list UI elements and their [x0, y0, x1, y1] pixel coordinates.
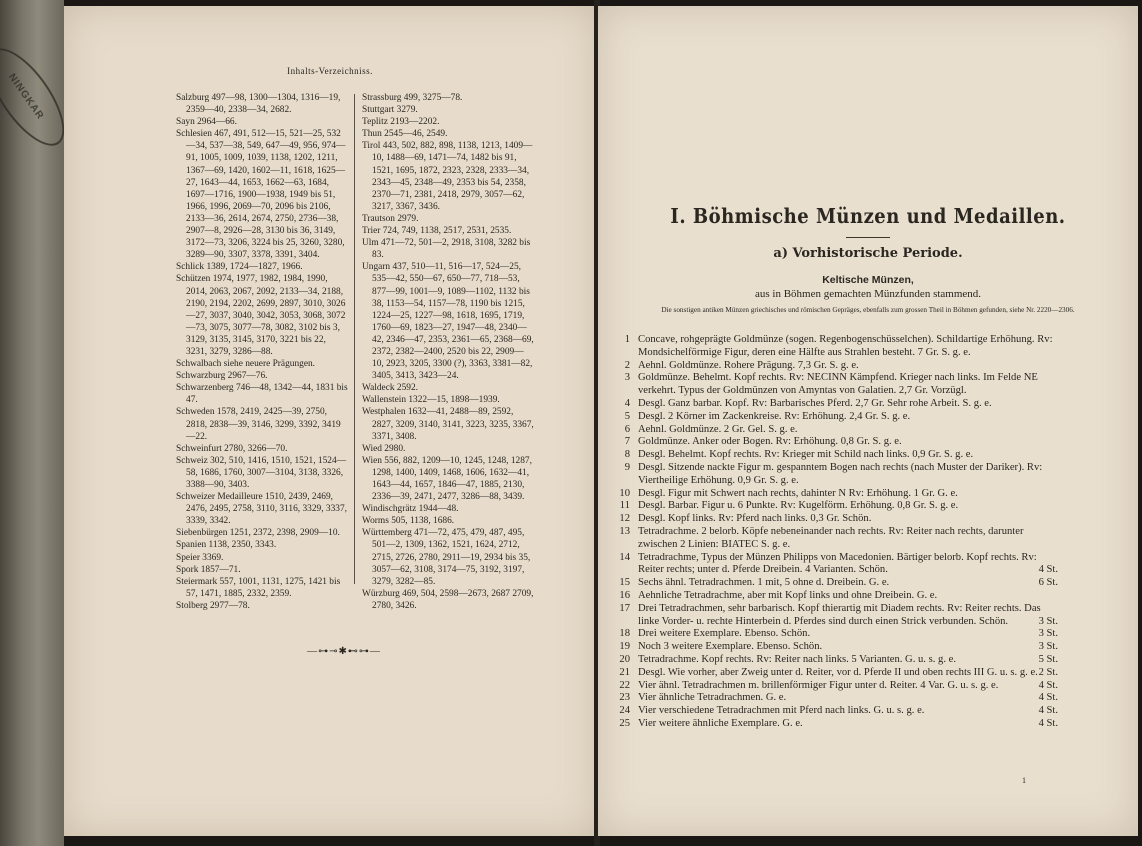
item-number: 14 [619, 551, 630, 563]
index-entry: Windischgrätz 1944—48. [362, 504, 459, 515]
item-description: Desgl. Barbar. Figur u. 6 Punkte. Rv: Kugelförm. Erhöhung. 0,8 Gr. S. g. e. [638, 500, 959, 512]
item-description: Desgl. 2 Körner im Zackenkreise. Rv: Erhöhung. 2,4 Gr. S. g. e. [638, 410, 911, 422]
index-entry: Stolberg 2977—78. [176, 600, 250, 611]
catalogue-item [618, 718, 1058, 731]
index-entry: Spanien 1138, 2350, 3343. [176, 540, 277, 551]
index-entry: Worms 505, 1138, 1686. [362, 516, 455, 527]
item-description: Aehnl. Goldmünze. 2 Gr. Gel. S. g. e. [638, 423, 798, 435]
item-number: 7 [624, 436, 630, 448]
item-description: Desgl. Sitzende nackte Figur m. gespanntem Bogen nach rechts (nach Muster der Dariker). Rv: Viertheilige Erhöhung. 0,9 Gr. S. g. e. [638, 461, 1043, 486]
index-entry: Thun 2545—46, 2549. [362, 129, 448, 140]
catalogue-item [618, 500, 1058, 513]
index-entry: Würzburg 469, 504, 2598—2673, 2687 2709, 2780, 3426. [362, 588, 534, 611]
index-entry: Schweinfurt 2780, 3266—70. [176, 443, 288, 454]
catalogue-item [618, 680, 1058, 693]
catalogue-item [618, 654, 1058, 667]
catalogue-item [618, 628, 1058, 641]
catalogue-item [618, 488, 1058, 501]
item-description: Desgl. Figur mit Schwert nach rechts, dahinter N Rv: Erhöhung. 1 Gr. G. e. [638, 487, 958, 499]
column-divider [354, 94, 355, 584]
item-quantity: 4 St. [1038, 692, 1058, 704]
item-number: 18 [619, 628, 630, 640]
index-column-left [176, 92, 348, 612]
chapter-title: I. Böhmische Münzen und Medaillen. [670, 204, 1066, 229]
item-description: Tetradrachme. 2 belorb. Köpfe nebeneinander nach rechts. Rv: Reiter nach rechts, darunter zwischen 2 Linien: BIATEC S. g. e. [638, 525, 1024, 550]
catalogue-item [618, 334, 1058, 360]
page-header: Inhalts-Verzeichniss. [287, 66, 373, 76]
index-entry: Salzburg 497—98, 1300—1304, 1316—19, 2359—40, 2338—34, 2682. [176, 93, 341, 116]
item-number: 5 [624, 410, 630, 422]
item-description: Noch 3 weitere Exemplare. Ebenso. Schön. 3 St. [638, 641, 1058, 653]
item-description: Desgl. Behelmt. Kopf rechts. Rv: Krieger mit Schild nach links. 0,9 Gr. S. g. e. [638, 449, 974, 461]
index-entry: Sayn 2964—66. [176, 117, 237, 128]
item-number: 13 [619, 525, 630, 537]
ornament-divider: —⊶⊸✱⊷⊶— [307, 646, 381, 657]
item-description: Vier ähnl. Tetradrachmen m. brillenförmiger Figur unter d. Reiter. 4 Var. G. u. s. g. e. 4 St. [638, 679, 1058, 691]
catalogue-item [618, 641, 1058, 654]
index-entry: Tirol 443, 502, 882, 898, 1138, 1213, 1409—10, 1488—69, 1471—74, 1482 bis 91, 1521, 1695, 1872, 2323, 2328, 2333—34, 2343—45, 2348—49, 2353 bis 54, 2358, 2370—71, 2381, 2418, 2979, 3057—62, 3217, 3367, 3436. [362, 141, 533, 212]
page-number: 1 [1022, 776, 1026, 785]
item-description: Vier weitere ähnliche Exemplare. G. e. 4 St. [638, 717, 1058, 729]
item-number: 16 [619, 589, 630, 601]
index-entry: Schwarzenberg 746—48, 1342—44, 1831 bis 47. [176, 383, 348, 406]
title-rule [846, 237, 890, 238]
index-entry: Schwarzburg 2967—76. [176, 371, 268, 382]
item-description: Desgl. Wie vorher, aber Zweig unter d. Reiter, vor d. Pferde II und oben rechts III G. u. s. g. e. 2 St. [638, 666, 1058, 678]
index-entry: Ungarn 437, 510—11, 516—17, 524—25, 535—42, 550—67, 650—77, 718—53, 877—99, 1001—9, 1089—1102, 1132 bis 38, 1153—54, 1157—78, 1190 bis 1215, 1224—25, 1227—98, 1618, 1695, 1719, 1760—69, 1823—27, 1947—48, 2340—42, 2346—47, 2353, 2361—65, 2368—69, 2372, 2382—2400, 2520 bis 22, 2909—10, 2923, 3205, 3300 (?), 3363, 3381—82, 3405, 3413, 3423—24. [362, 262, 534, 382]
item-number: 11 [619, 500, 630, 512]
item-description: Vier verschiedene Tetradrachmen mit Pferd nach links. G. u. s. g. e. 4 St. [638, 705, 1058, 717]
library-stamp: NINGKAR [0, 37, 78, 158]
index-entry: Württemberg 471—72, 475, 479, 487, 495, 501—2, 1309, 1362, 1521, 1624, 2712, 2715, 2726, 2780, 2911—19, 2934 bis 35, 3057—62, 3108, 3174—75, 3192, 3197, 3279, 3282—85. [362, 528, 531, 587]
index-entry: Wallenstein 1322—15, 1898—1939. [362, 395, 500, 406]
item-description: Desgl. Ganz barbar. Kopf. Rv: Barbarisches Pferd. 2,7 Gr. Sehr rohe Arbeit. S. g. e. [638, 397, 992, 409]
item-number: 10 [619, 487, 630, 499]
item-description: Aehnliche Tetradrachme, aber mit Kopf links und ohne Dreibein. G. e. [638, 589, 938, 601]
item-number: 3 [624, 372, 630, 384]
index-entry: Schlesien 467, 491, 512—15, 521—25, 532—34, 537—38, 549, 647—49, 956, 974—91, 1005, 1009, 1039, 1138, 1202, 1211, 1367—69, 1420, 1602—11, 1618, 1625—27, 1643—44, 1653, 1662—63, 1684, 1697—1716, 1900—1938, 1949 bis 51, 1966, 1996, 2069—70, 2096 bis 2106, 2133—36, 2614, 2674, 2750, 2736—38, 2907—8, 2926—28, 3130 bis 36, 3149, 3172—73, 3206, 3224 bis 25, 3260, 3280, 3289—90, 3307, 3378, 3391, 3404. [176, 129, 346, 261]
item-quantity: 4 St. [1038, 679, 1058, 691]
item-quantity: 4 St. [1038, 717, 1058, 729]
item-quantity: 5 St. [1038, 653, 1058, 665]
catalogue-item [618, 526, 1058, 552]
catalogue-item [618, 590, 1058, 603]
item-number: 17 [619, 602, 630, 614]
catalogue-item [618, 577, 1058, 590]
index-entry: Schlick 1389, 1724—1827, 1966. [176, 262, 303, 273]
item-number: 12 [619, 513, 630, 525]
catalogue-item [618, 692, 1058, 705]
catalogue-item [618, 360, 1058, 373]
item-quantity: 4 St. [1038, 564, 1058, 576]
item-number: 22 [619, 679, 630, 691]
catalogue-item [618, 667, 1058, 680]
index-entry: Spork 1857—71. [176, 564, 241, 575]
item-number: 19 [619, 641, 630, 653]
subsection-heading: Keltische Münzen, [822, 274, 914, 286]
item-quantity: 3 St. [1038, 615, 1058, 627]
item-description: Goldmünze. Behelmt. Kopf rechts. Rv: NECINN Kämpfend. Krieger nach links. Im Felde NE verkehrt. Typus der Goldmünzen von Amyntas von Galatien. 2,7 Gr. Vorzügl. [638, 372, 1038, 397]
index-entry: Steiermark 557, 1001, 1131, 1275, 1421 bis 57, 1471, 1885, 2332, 2359. [176, 576, 341, 599]
item-quantity: 3 St. [1038, 628, 1058, 640]
index-entry: Wied 2980. [362, 443, 406, 454]
item-description: Drei weitere Exemplare. Ebenso. Schön. 3 St. [638, 628, 1058, 640]
index-entry: Westphalen 1632—41, 2488—89, 2592, 2827, 3209, 3140, 3141, 3223, 3235, 3367, 3371, 3408. [362, 407, 534, 442]
index-entry: Speier 3369. [176, 552, 224, 563]
index-entry: Trautson 2979. [362, 213, 419, 224]
item-number: 24 [619, 705, 630, 717]
item-description: Goldmünze. Anker oder Bogen. Rv: Erhöhung. 0,8 Gr. S. g. e. [638, 436, 902, 448]
item-description: Desgl. Kopf links. Rv: Pferd nach links. 0,3 Gr. Schön. [638, 513, 872, 525]
item-description: Vier ähnliche Tetradrachmen. G. e. 4 St. [638, 692, 1058, 704]
catalogue-item [618, 449, 1058, 462]
item-description: Drei Tetradrachmen, sehr barbarisch. Kopf thierartig mit Diadem rechts. Rv: Reiter rechts. Das linke Vorder- u. rechte Hinterbein d. Pferdes sind durch einen Strick verbunden. Schön. 3 St. [638, 602, 1058, 627]
index-entry: Trier 724, 749, 1138, 2517, 2531, 2535. [362, 226, 512, 237]
item-number: 23 [619, 692, 630, 704]
catalogue-item [618, 424, 1058, 437]
index-entry: Strassburg 499, 3275—78. [362, 93, 463, 103]
index-entry: Schützen 1974, 1977, 1982, 1984, 1990, 2014, 2063, 2067, 2092, 2133—34, 2188, 2190, 2194, 2202, 2699, 2897, 3010, 3026—27, 3037, 3040, 3042, 3053, 3068, 3072—73, 3075, 3077—78, 3082, 3102 bis 3, 3129, 3135, 3145, 3170, 3221 bis 22, 3231, 3279, 3286—88. [176, 274, 346, 357]
catalogue-list [618, 334, 1058, 731]
index-entry: Schweden 1578, 2419, 2425—39, 2750, 2818, 2838—39, 3146, 3299, 3392, 3419—22. [176, 407, 341, 442]
item-quantity: 6 St. [1038, 577, 1058, 589]
item-description: Tetradrachme. Kopf rechts. Rv: Reiter nach links. 5 Varianten. G. u. s. g. e. 5 St. [638, 653, 1058, 665]
item-description: Concave, rohgeprägte Goldmünze (sogen. Regenbogenschüsselchen). Schildartige Erhöhung. Rv: Mondsichelförmige Figur, deren eine Hälfte aus Strahlen besteht. 7 Gr. S. g. e. [638, 334, 1053, 358]
catalogue-item [618, 436, 1058, 449]
item-number: 15 [619, 577, 630, 589]
subsection-subtitle: aus in Böhmen gemachten Münzfunden stammend. [754, 288, 982, 300]
index-entry: Siebenbürgen 1251, 2372, 2398, 2909—10. [176, 528, 340, 539]
item-description: Sechs ähnl. Tetradrachmen. 1 mit, 5 ohne d. Dreibein. G. e. 6 St. [638, 577, 1058, 589]
catalogue-item [618, 552, 1058, 578]
item-number: 25 [619, 717, 630, 729]
index-column-right [362, 92, 534, 612]
index-entry: Waldeck 2592. [362, 383, 418, 394]
book-binding [0, 0, 64, 846]
index-entry: Schweiz 302, 510, 1416, 1510, 1521, 1524—58, 1686, 1760, 3007—3104, 3138, 3326, 3388—90, 3403. [176, 455, 347, 490]
index-entry: Schweizer Medailleure 1510, 2439, 2469, 2476, 2495, 2758, 3110, 3116, 3329, 3337, 3339, 3342. [176, 492, 348, 527]
item-number: 6 [624, 423, 630, 435]
item-number: 9 [624, 461, 630, 473]
catalogue-item [618, 411, 1058, 424]
reference-note: Die sonstigen antiken Münzen griechisches und römischen Gepräges, ebenfalls zum grossen Theil in Böhmen gefunden, siehe Nr. 2220—2306. [661, 306, 1075, 314]
item-number: 4 [624, 397, 630, 409]
item-description: Aehnl. Goldmünze. Rohere Prägung. 7,3 Gr. S. g. e. [638, 359, 859, 371]
item-number: 1 [624, 334, 630, 345]
index-entry: Schwalbach siehe neuere Prägungen. [176, 359, 316, 370]
item-quantity: 3 St. [1038, 641, 1058, 653]
item-number: 21 [619, 666, 630, 678]
index-entry: Stuttgart 3279. [362, 105, 418, 116]
index-entry: Wien 556, 882, 1209—10, 1245, 1248, 1287, 1298, 1400, 1409, 1468, 1606, 1632—41, 1643—44, 1657, 1846—47, 1885, 2130, 2336—39, 2471, 2477, 3286—88, 3439. [362, 455, 532, 503]
catalogue-item [618, 705, 1058, 718]
item-number: 8 [624, 449, 630, 461]
catalogue-item [618, 462, 1058, 488]
item-quantity: 4 St. [1038, 705, 1058, 717]
catalogue-item [618, 372, 1058, 398]
item-quantity: 2 St. [1038, 666, 1058, 678]
item-number: 20 [619, 653, 630, 665]
right-page [598, 6, 1138, 836]
item-number: 2 [624, 359, 630, 371]
catalogue-item [618, 603, 1058, 629]
section-title: a) Vorhistorische Periode. [773, 246, 963, 261]
index-entry: Ulm 471—72, 501—2, 2918, 3108, 3282 bis 83. [362, 238, 531, 261]
left-page [64, 6, 596, 836]
catalogue-item [618, 398, 1058, 411]
catalogue-item [618, 513, 1058, 526]
index-entry: Teplitz 2193—2202. [362, 117, 440, 128]
item-description: Tetradrachme, Typus der Münzen Philipps von Macedonien. Bärtiger belorb. Kopf rechts. Rv: Reiter rechts; unter d. Pferde Dreibein. 4 Varianten. Schön. 4 St. [638, 551, 1058, 576]
